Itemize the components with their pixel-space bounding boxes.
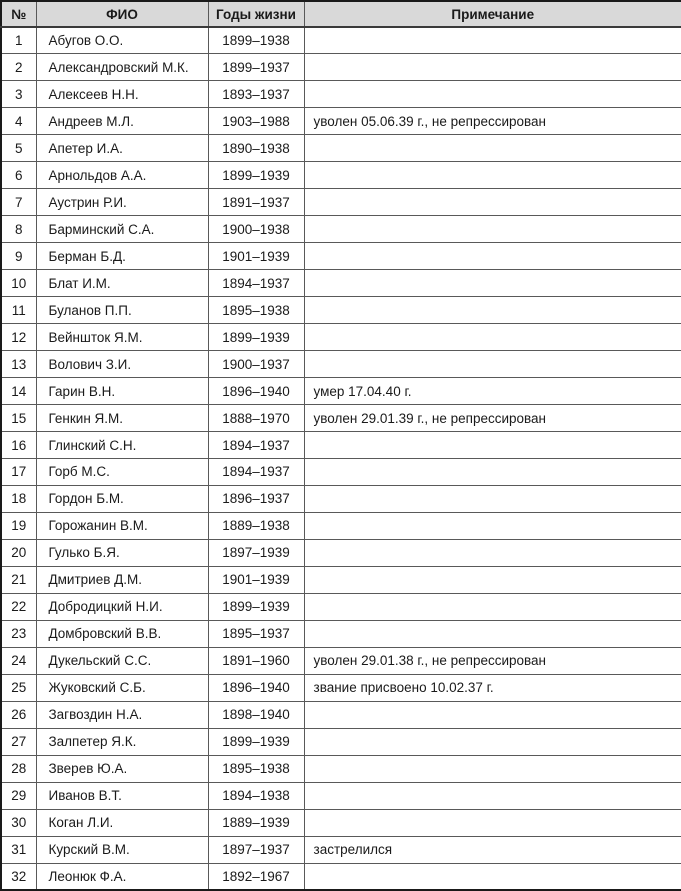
note-cell [304,54,681,81]
years-cell: 1888–1970 [208,405,304,432]
name-cell: Буланов П.П. [36,297,208,324]
name-cell: Андреев М.Л. [36,108,208,135]
name-cell: Добродицкий Н.И. [36,593,208,620]
years-cell: 1893–1937 [208,81,304,108]
name-cell: Зверев Ю.А. [36,755,208,782]
row-number-cell: 19 [1,512,36,539]
name-cell: Коган Л.И. [36,809,208,836]
note-cell [304,863,681,890]
table-row [1,539,681,566]
years-cell: 1899–1938 [208,27,304,54]
years-cell: 1899–1937 [208,54,304,81]
table-row [1,782,681,809]
name-cell: Генкин Я.М. [36,405,208,432]
row-number-cell: 26 [1,701,36,728]
name-cell: Аустрин Р.И. [36,189,208,216]
name-cell: Глинский С.Н. [36,432,208,459]
name-cell: Гарин В.Н. [36,378,208,405]
years-cell: 1899–1939 [208,728,304,755]
note-cell [304,162,681,189]
table-row [1,485,681,512]
row-number-cell: 31 [1,836,36,863]
name-cell: Апетер И.А. [36,135,208,162]
table-row [1,54,681,81]
years-cell: 1899–1939 [208,324,304,351]
row-number-cell: 5 [1,135,36,162]
note-cell [304,782,681,809]
name-cell: Абугов О.О. [36,27,208,54]
name-cell: Иванов В.Т. [36,782,208,809]
table-row [1,216,681,243]
name-cell: Волович З.И. [36,351,208,378]
table-row [1,135,681,162]
years-cell: 1900–1938 [208,216,304,243]
name-cell: Горб М.С. [36,459,208,486]
row-number-cell: 8 [1,216,36,243]
name-cell: Загвоздин Н.А. [36,701,208,728]
years-cell: 1894–1937 [208,270,304,297]
table-row [1,378,681,405]
note-cell: умер 17.04.40 г. [304,378,681,405]
row-number-cell: 23 [1,620,36,647]
note-cell [304,566,681,593]
row-number-cell: 4 [1,108,36,135]
row-number-cell: 1 [1,27,36,54]
row-number-cell: 16 [1,432,36,459]
row-number-cell: 22 [1,593,36,620]
table-body [1,27,681,890]
name-cell: Арнольдов А.А. [36,162,208,189]
column-header-number: № [1,1,36,27]
note-cell [304,432,681,459]
table-row [1,728,681,755]
years-cell: 1892–1967 [208,863,304,890]
note-cell [304,243,681,270]
row-number-cell: 20 [1,539,36,566]
name-cell: Домбровский В.В. [36,620,208,647]
years-cell: 1891–1937 [208,189,304,216]
name-cell: Горожанин В.М. [36,512,208,539]
years-cell: 1894–1938 [208,782,304,809]
note-cell [304,216,681,243]
table-row [1,108,681,135]
column-header-name: ФИО [36,1,208,27]
years-cell: 1895–1938 [208,297,304,324]
name-cell: Жуковский С.Б. [36,674,208,701]
name-cell: Гордон Б.М. [36,485,208,512]
note-cell [304,297,681,324]
years-cell: 1900–1937 [208,351,304,378]
row-number-cell: 6 [1,162,36,189]
row-number-cell: 18 [1,485,36,512]
row-number-cell: 21 [1,566,36,593]
years-cell: 1901–1939 [208,566,304,593]
column-header-note: Примечание [304,1,681,27]
name-cell: Дукельский С.С. [36,647,208,674]
note-cell [304,81,681,108]
years-cell: 1895–1938 [208,755,304,782]
column-header-years: Годы жизни [208,1,304,27]
table-row [1,81,681,108]
note-cell [304,701,681,728]
table-row [1,405,681,432]
table-row [1,674,681,701]
name-cell: Алексеев Н.Н. [36,81,208,108]
row-number-cell: 32 [1,863,36,890]
table-row [1,324,681,351]
table-row [1,162,681,189]
row-number-cell: 3 [1,81,36,108]
table-row [1,701,681,728]
years-cell: 1896–1937 [208,485,304,512]
table-row [1,863,681,890]
table-row [1,620,681,647]
table-row [1,243,681,270]
years-cell: 1903–1988 [208,108,304,135]
note-cell [304,459,681,486]
note-cell [304,728,681,755]
note-cell: уволен 29.01.38 г., не репрессирован [304,647,681,674]
row-number-cell: 30 [1,809,36,836]
table-row [1,297,681,324]
table-row [1,351,681,378]
table-row [1,270,681,297]
note-cell [304,620,681,647]
name-cell: Блат И.М. [36,270,208,297]
table-row [1,512,681,539]
table-header [1,1,681,27]
years-cell: 1894–1937 [208,459,304,486]
note-cell [304,539,681,566]
name-cell: Дмитриев Д.М. [36,566,208,593]
header-row [1,1,681,27]
row-number-cell: 15 [1,405,36,432]
row-number-cell: 24 [1,647,36,674]
table-row [1,566,681,593]
row-number-cell: 7 [1,189,36,216]
note-cell [304,351,681,378]
name-cell: Александровский М.К. [36,54,208,81]
row-number-cell: 14 [1,378,36,405]
note-cell [304,189,681,216]
name-cell: Курский В.М. [36,836,208,863]
name-cell: Гулько Б.Я. [36,539,208,566]
years-cell: 1899–1939 [208,593,304,620]
years-cell: 1897–1939 [208,539,304,566]
years-cell: 1891–1960 [208,647,304,674]
row-number-cell: 10 [1,270,36,297]
years-cell: 1895–1937 [208,620,304,647]
table-row [1,836,681,863]
note-cell [304,27,681,54]
note-cell: застрелился [304,836,681,863]
row-number-cell: 25 [1,674,36,701]
table-row [1,27,681,54]
years-cell: 1897–1937 [208,836,304,863]
years-cell: 1901–1939 [208,243,304,270]
note-cell [304,809,681,836]
row-number-cell: 28 [1,755,36,782]
years-cell: 1889–1939 [208,809,304,836]
name-cell: Барминский С.А. [36,216,208,243]
row-number-cell: 12 [1,324,36,351]
note-cell: уволен 05.06.39 г., не репрессирован [304,108,681,135]
years-cell: 1899–1939 [208,162,304,189]
note-cell: звание присвоено 10.02.37 г. [304,674,681,701]
table-row [1,755,681,782]
row-number-cell: 29 [1,782,36,809]
table-row [1,593,681,620]
name-cell: Берман Б.Д. [36,243,208,270]
note-cell [304,512,681,539]
note-cell [304,324,681,351]
years-cell: 1889–1938 [208,512,304,539]
table-row [1,647,681,674]
note-cell: уволен 29.01.39 г., не репрессирован [304,405,681,432]
note-cell [304,593,681,620]
note-cell [304,755,681,782]
name-cell: Залпетер Я.К. [36,728,208,755]
note-cell [304,485,681,512]
row-number-cell: 2 [1,54,36,81]
years-cell: 1896–1940 [208,378,304,405]
table-row [1,432,681,459]
row-number-cell: 11 [1,297,36,324]
name-cell: Леонюк Ф.А. [36,863,208,890]
row-number-cell: 27 [1,728,36,755]
note-cell [304,135,681,162]
note-cell [304,270,681,297]
years-cell: 1894–1937 [208,432,304,459]
name-cell: Вейншток Я.М. [36,324,208,351]
years-cell: 1896–1940 [208,674,304,701]
table-row [1,809,681,836]
table-row [1,189,681,216]
row-number-cell: 17 [1,459,36,486]
table-row [1,459,681,486]
years-cell: 1898–1940 [208,701,304,728]
row-number-cell: 13 [1,351,36,378]
years-cell: 1890–1938 [208,135,304,162]
row-number-cell: 9 [1,243,36,270]
